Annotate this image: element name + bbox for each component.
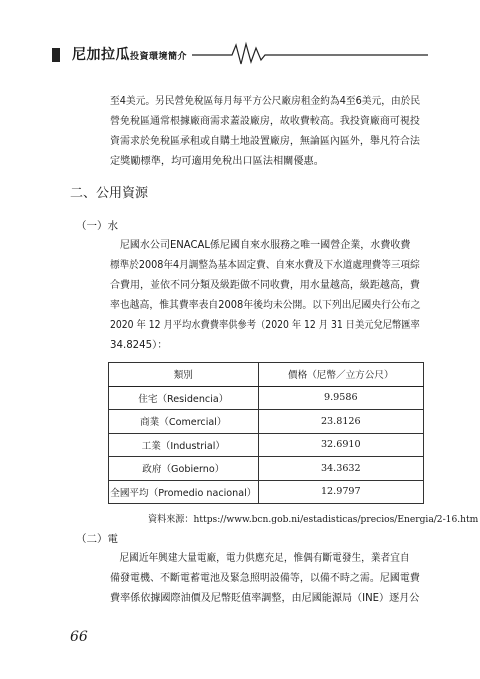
electricity-paragraph xyxy=(110,549,420,609)
table-cell-category: 政府（Gobierno） xyxy=(109,457,259,481)
header-marker xyxy=(52,48,60,62)
table-row xyxy=(109,410,424,434)
water-line: 合費用，並依不同分類及級距做不同收費，用水量越高，級距越高，費 xyxy=(110,280,420,291)
section-title: 二、公用資源 xyxy=(70,186,149,201)
water-line: 率也越高，惟其費率表自2008年後均未公開。以下列出尼國央行公布之 xyxy=(110,300,421,311)
water-line: 標準於2008年4月調整為基本固定費、自來水費及下水道處理費等三項綜 xyxy=(110,260,420,271)
source-label: 資料來源： xyxy=(148,514,194,525)
table-source xyxy=(148,511,478,525)
electricity-line: 費率係依據國際油價及尼幣貶值率調整，由尼國能源局（INE）逐月公 xyxy=(110,593,420,604)
electricity-heading: （二）電 xyxy=(76,533,118,545)
water-line: 2020 年 12 月平均水費費率供參考（2020 年 12 月 31 日美元兌尼幣匯率 xyxy=(110,320,420,331)
table-cell-price: 9.9586 xyxy=(258,386,423,410)
electricity-line: 尼國近年興建大量電廠，電力供應充足，惟偶有斷電發生，業者宜自 xyxy=(119,553,410,564)
table-cell-price: 34.3632 xyxy=(258,457,423,481)
table-row xyxy=(109,480,424,504)
electricity-line: 備發電機、不斷電蓄電池及緊急照明設備等，以備不時之需。尼國電費 xyxy=(110,573,420,584)
intro-line: 定獎勵標準，均可適用免稅出口區法相關優惠。 xyxy=(110,156,324,167)
header-title-main: 尼加拉瓜 xyxy=(72,47,130,63)
table-cell-category: 工業（Industrial） xyxy=(109,433,259,457)
water-paragraph xyxy=(110,236,420,356)
table-row xyxy=(109,433,424,457)
intro-line: 資需求於免稅區承租或自購土地設置廠房，無論區內區外，舉凡符合法 xyxy=(110,136,420,147)
intro-paragraph xyxy=(110,92,420,172)
table-cell-price: 32.6910 xyxy=(258,433,423,457)
running-header xyxy=(72,44,187,64)
water-line: 34.8245）： xyxy=(110,340,168,351)
intro-line: 營免稅區通常根據廠商需求蓋設廠房，故收費較高。我投資廠商可視投 xyxy=(110,116,420,127)
table-row xyxy=(109,457,424,481)
table-cell-price: 12.9797 xyxy=(258,480,423,504)
table-row xyxy=(109,386,424,410)
header-title-sub: 投資環境簡介 xyxy=(130,52,188,62)
intro-line: 至4美元。另民營免稅區每月每平方公尺廠房租金約為4至6美元，由於民 xyxy=(110,96,421,107)
water-rate-table xyxy=(108,362,424,504)
table-header-category: 類別 xyxy=(109,363,259,387)
table-cell-price: 23.8126 xyxy=(258,410,423,434)
page-number: 66 xyxy=(70,629,88,645)
table-cell-category: 全國平均（Promedio nacional） xyxy=(109,480,259,504)
table-cell-category: 住宅（Residencia） xyxy=(109,386,259,410)
source-url: https://www.bcn.gob.ni/estadisticas/precios/Energia/2-16.htm xyxy=(193,514,479,525)
table-header-row xyxy=(109,363,424,387)
table-header-price: 價格（尼幣／立方公尺） xyxy=(258,363,423,387)
water-heading: （一）水 xyxy=(76,220,118,232)
table-cell-category: 商業（Comercial） xyxy=(109,410,259,434)
header-wave-line xyxy=(192,40,428,66)
water-line: 尼國水公司ENACAL係尼國自來水服務之唯一國營企業，水費收費 xyxy=(119,240,411,251)
